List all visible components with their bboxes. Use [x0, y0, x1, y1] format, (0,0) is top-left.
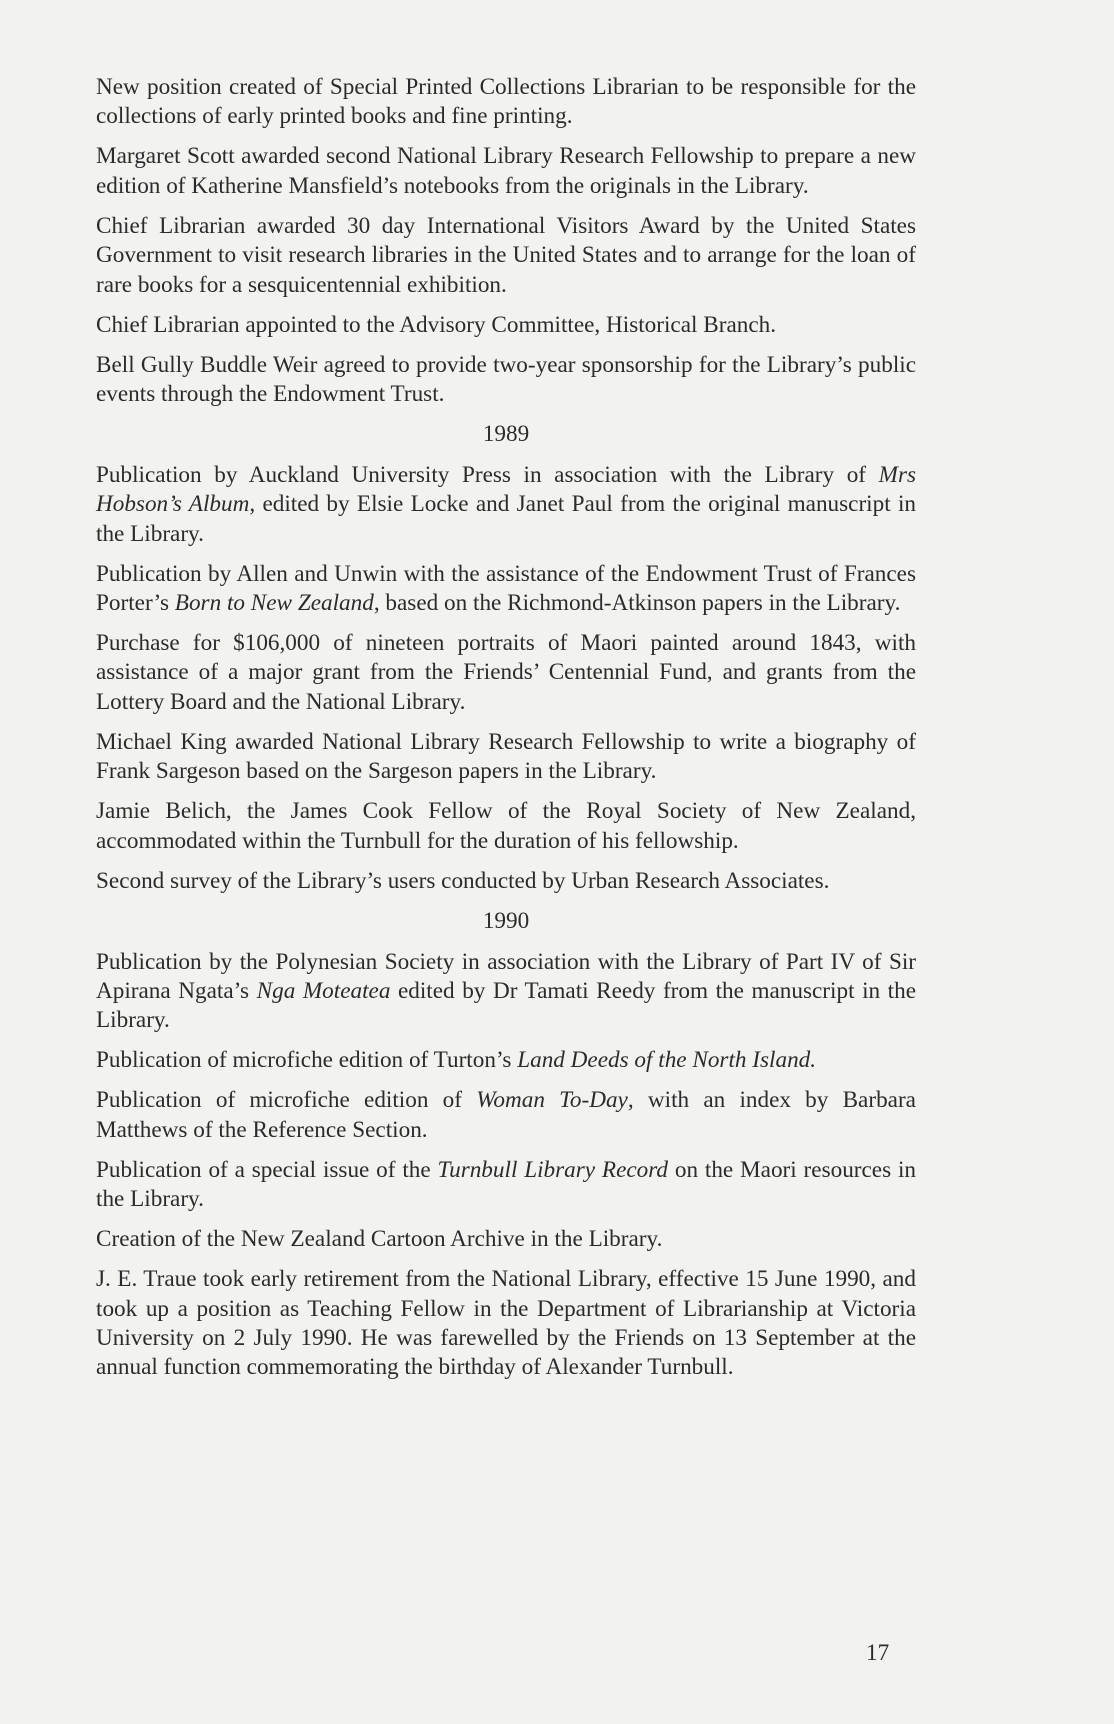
chronology-entry [96, 1086, 916, 1145]
entries-group-1990 [96, 948, 916, 1383]
italic-title: Woman To-Day [476, 1087, 628, 1114]
entry-text: , with an index by Barbara Matthews of the Reference Section. [96, 1087, 916, 1143]
entry-text: edited by Dr Tamati Reedy from the manuscript in the Library. [96, 977, 916, 1034]
chronology-entry [96, 728, 916, 787]
entry-text: Bell Gully Buddle Weir agreed to provide two-year sponsorship for the Library’s public events through the Endowment Trust. [96, 351, 916, 408]
chronology-entry [96, 797, 916, 856]
chronology-entry [96, 867, 916, 896]
entry-text: Publication by the Polynesian Society in association with the Library of Part IV of Sir Apirana Ngata’s [96, 948, 916, 1004]
entry-text: on the Maori resources in the Library. [96, 1156, 916, 1213]
chronology-entry [96, 1225, 916, 1254]
chronology-entry [96, 311, 916, 340]
entry-text: Publication of microfiche edition of Turton’s [96, 1047, 518, 1074]
entry-text: Publication of a special issue of the [96, 1156, 438, 1183]
entry-text: Jamie Belich, the James Cook Fellow of the Royal Society of New Zealand, accommodated within the Turnbull for the duration of his fellowship. [96, 798, 916, 854]
entry-text: , based on the Richmond-Atkinson papers in the Library. [373, 590, 901, 617]
chronology-entry [96, 212, 916, 300]
chronology-entry [96, 142, 916, 201]
entry-text: J. E. Traue took early retirement from the National Library, effective 15 June 1990, and took up a position as Teaching Fellow in the Department of Librarianship at Victoria University on 2 July 1990. He was farewelled by the Friends on 13 September at the annual function commemorating the birthday of Alexander Turnbull. [96, 1266, 916, 1381]
italic-title: Born to New Zealand [174, 590, 374, 617]
chronology-entry [96, 1156, 916, 1215]
italic-title: Land Deeds of the North Island. [517, 1047, 817, 1074]
chronology-entry [96, 1046, 916, 1075]
entries-group-1989 [96, 461, 916, 896]
entry-text: , edited by Elsie Locke and Janet Paul from the original manuscript in the Library. [96, 491, 916, 547]
entry-text: Chief Librarian awarded 30 day International Visitors Award by the United States Government to visit research libraries in the United States and to arrange for the loan of rare books for a sesquicentennial exhibition. [96, 212, 916, 298]
entry-text: Publication by Auckland University Press in association with the Library of [96, 461, 879, 488]
italic-title: Turnbull Library Record [437, 1156, 669, 1183]
chronology-entry [96, 73, 916, 132]
italic-title: Mrs Hobson’s Album [96, 461, 916, 518]
italic-title: Nga Moteatea [256, 977, 391, 1004]
year-heading-1990: 1990 [482, 908, 530, 935]
entries-group-top [96, 73, 916, 409]
entry-text: Margaret Scott awarded second National Library Research Fellowship to prepare a new edition of Katherine Mansfield’s notebooks from the originals in the Library. [96, 143, 916, 199]
chronology-entry [96, 461, 916, 549]
entry-text: Second survey of the Library’s users conducted by Urban Research Associates. [96, 867, 830, 894]
chronology-entry [96, 560, 916, 619]
chronology-entry [96, 948, 916, 1036]
chronology-entry [96, 351, 916, 410]
chronology-entry [96, 1265, 916, 1383]
entry-text: Publication of microfiche edition of [96, 1087, 477, 1114]
page-number: 17 [866, 1640, 890, 1666]
chronology-entry [96, 629, 916, 717]
entry-text: Publication by Allen and Unwin with the assistance of the Endowment Trust of Frances Porter’s [96, 560, 916, 617]
entry-text: Michael King awarded National Library Research Fellowship to write a biography of Frank Sargeson based on the Sargeson papers in the Library. [96, 728, 916, 785]
entry-text: Purchase for $106,000 of nineteen portraits of Maori painted around 1843, with assistance of a major grant from the Friends’ Centennial Fund, and grants from the Lottery Board and the National Library. [96, 630, 916, 715]
year-heading-1989: 1989 [482, 421, 530, 448]
entry-text: New position created of Special Printed Collections Librarian to be responsible for the collections of early printed books and fine printing. [96, 74, 916, 130]
entry-text: Creation of the New Zealand Cartoon Archive in the Library. [96, 1226, 663, 1253]
text-column [96, 73, 916, 1393]
entry-text: Chief Librarian appointed to the Advisory Committee, Historical Branch. [96, 311, 777, 338]
